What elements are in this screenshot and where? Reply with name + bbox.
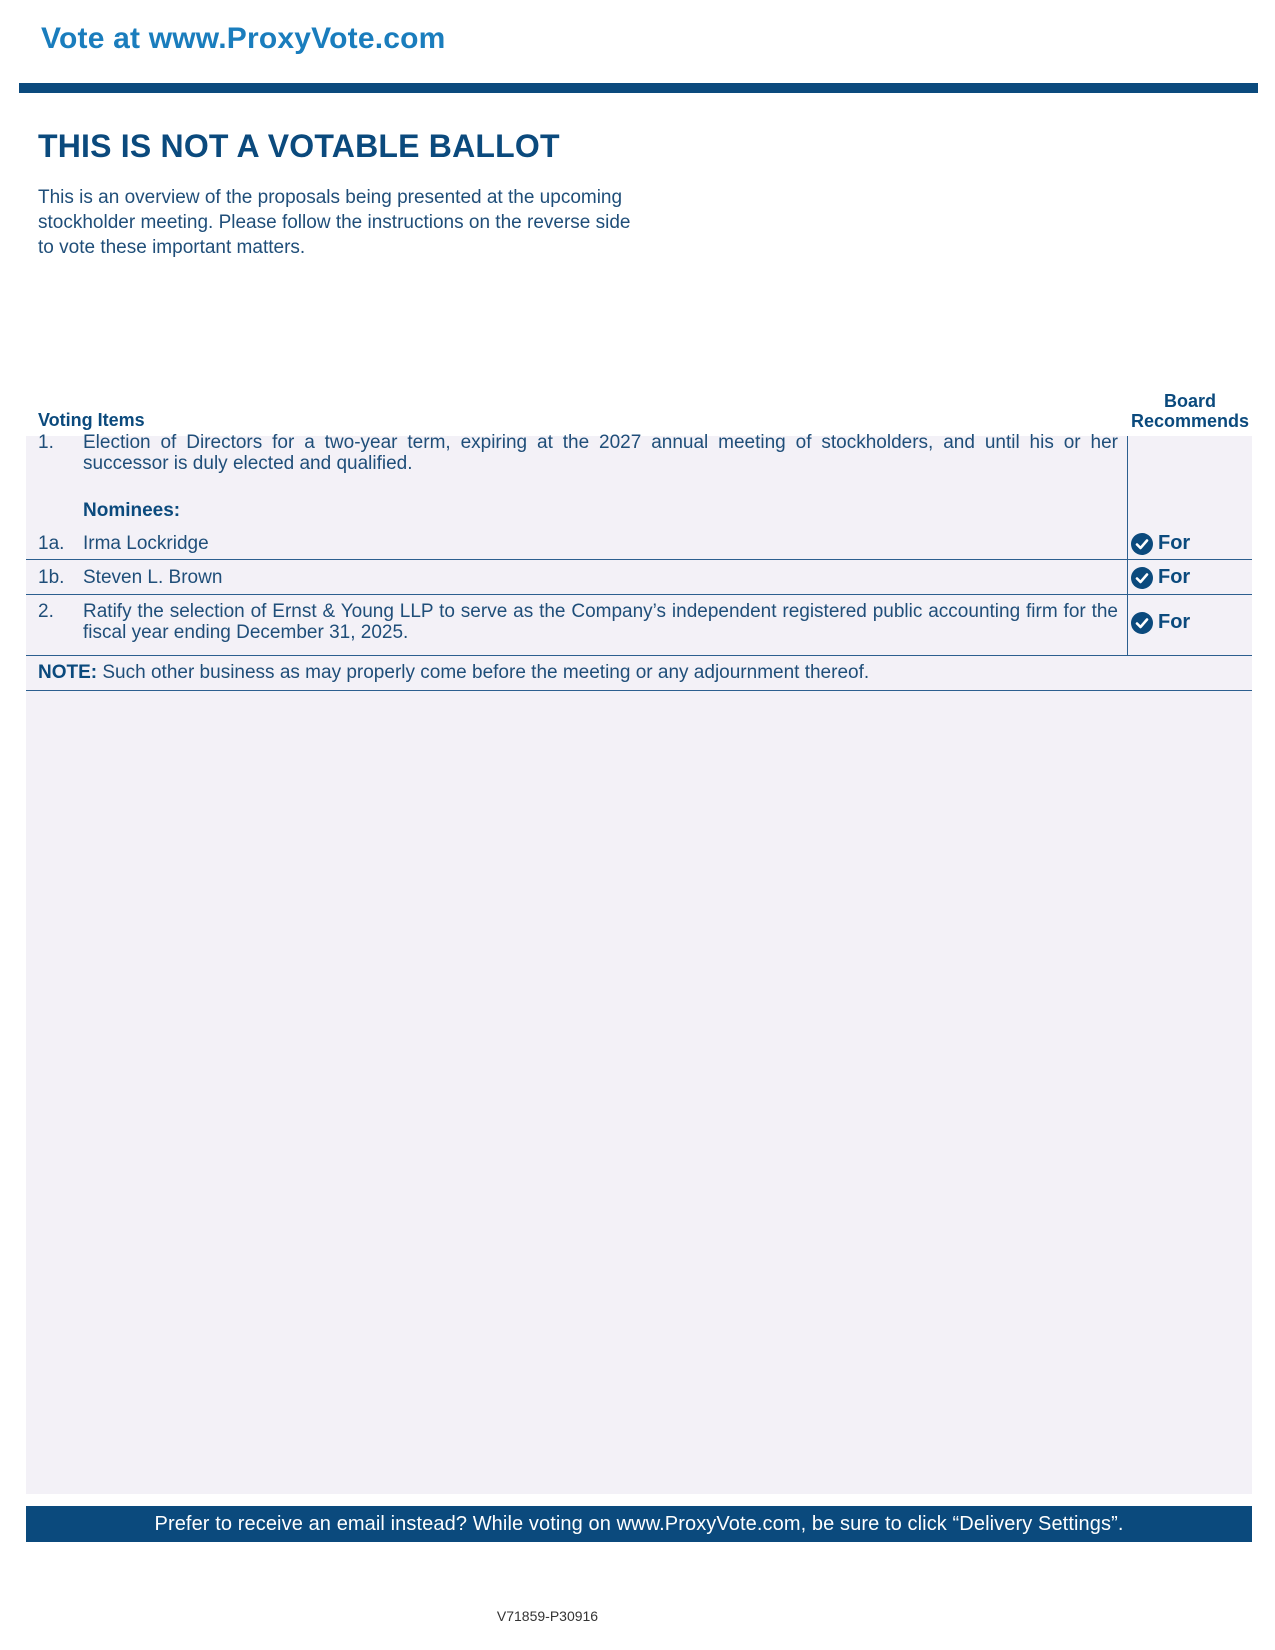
nominee-name: Irma Lockridge [83, 533, 209, 554]
note-text: Such other business as may properly come before the meeting or any adjournment thereof. [97, 662, 870, 683]
voting-items-header: Voting Items [38, 410, 145, 430]
intro-paragraph: This is an overview of the proposals being presented at the upcoming stockholder meeting. Please follow the instructions on the reverse side to vote these important matters. [38, 187, 631, 258]
item-text: Ratify the selection of Ernst & Young LLP to serve as the Company’s independent registered public accounting firm for the fiscal year ending December 31, 2025. [83, 601, 1118, 643]
nominee-number: 1b. [38, 567, 65, 588]
item-number: 1. [38, 432, 54, 453]
page-title: THIS IS NOT A VOTABLE BALLOT [38, 128, 560, 164]
check-circle-icon [1131, 567, 1153, 589]
board-header-line2: Recommends [1130, 411, 1250, 431]
check-circle-icon [1131, 533, 1153, 555]
item-text: Election of Directors for a two-year term, expiring at the 2027 annual meeting of stockholders, and until his or her successor is duly elected and qualified. [83, 432, 1118, 474]
item-number: 2. [38, 601, 54, 622]
recommendation-label: For [1158, 611, 1191, 633]
recommendation [1131, 566, 1190, 589]
column-divider [1127, 436, 1128, 655]
row-divider [26, 690, 1252, 691]
recommendation [1131, 611, 1190, 634]
row-divider [26, 559, 1252, 560]
check-circle-icon [1131, 612, 1153, 634]
recommendation-label: For [1158, 566, 1191, 588]
document-code: V71859-P30916 [496, 1608, 599, 1624]
row-divider [26, 655, 1252, 656]
note [38, 662, 869, 684]
recommendation-label: For [1158, 532, 1191, 554]
header-divider [19, 83, 1258, 93]
row-divider [26, 594, 1252, 595]
delivery-settings-banner: Prefer to receive an email instead? While voting on www.ProxyVote.com, be sure to click “Delivery Settings”. [26, 1506, 1252, 1542]
note-label: NOTE: [38, 662, 98, 683]
nominees-label: Nominees: [83, 500, 181, 521]
board-recommends-header [1120, 391, 1260, 431]
recommendation [1131, 532, 1190, 555]
header-title: Vote at www.ProxyVote.com [41, 22, 446, 55]
board-header-line1: Board [1163, 391, 1216, 411]
nominee-name: Steven L. Brown [83, 567, 223, 588]
nominee-number: 1a. [38, 533, 65, 554]
